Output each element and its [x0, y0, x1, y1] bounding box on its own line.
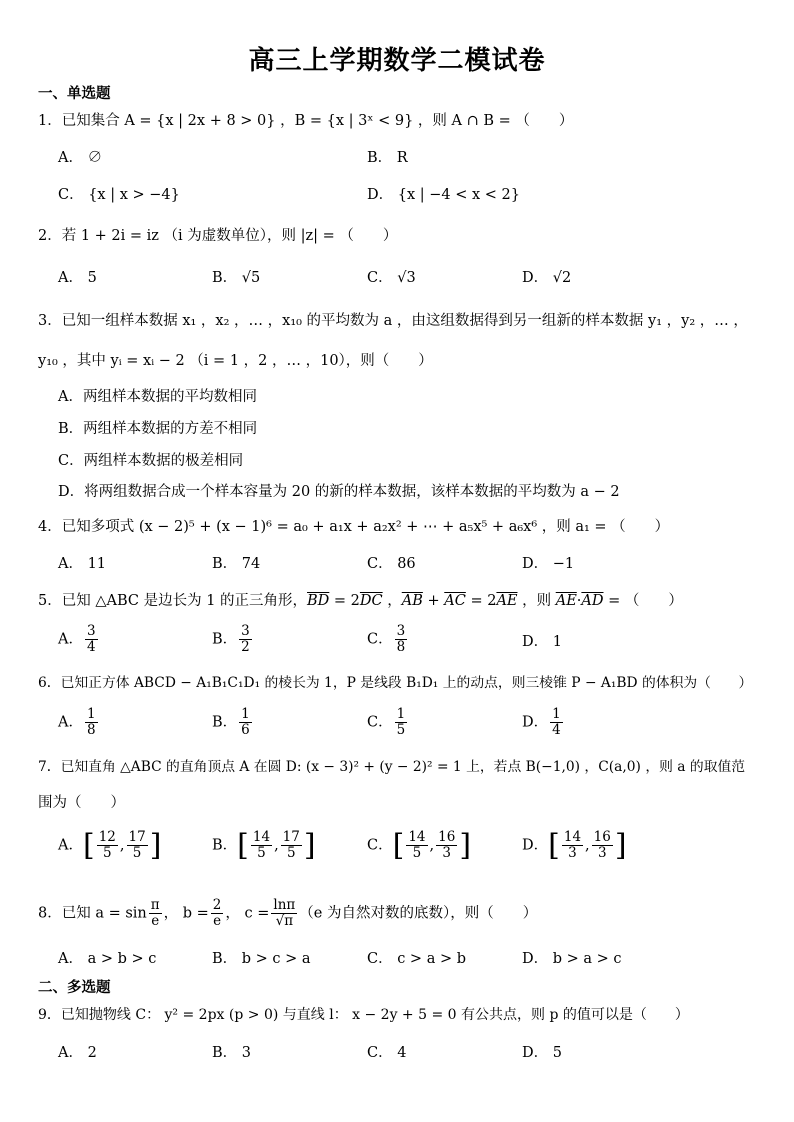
- q8-option-c: C． c > a > b: [367, 951, 466, 967]
- q5-stem: 5．已知 △ABC 是边长为 1 的正三角形，: [38, 593, 308, 609]
- q7-option-a: A．[ $\frac{12}{5}$ , $\frac{17}{5}$ ]: [58, 827, 162, 863]
- q9-option-d: D． 5: [522, 1045, 562, 1061]
- question-3-line2: y₁₀ ，其中 yᵢ = xᵢ − 2 （i = 1 ，2 ，… ，10），则（ ）: [38, 353, 433, 369]
- q5-vector-expression: $\overline{BD} = 2\overline{DC}$ ，$\overline{AB} + \overline{AC} = 2\overline{AE}$ ，则 $\overline{AE}\cdot\overline{AD}$: [307, 593, 604, 609]
- q7-option-b: B．[ $\frac{14}{5}$ , $\frac{17}{5}$ ]: [212, 827, 316, 863]
- q9-option-c: C． 4: [367, 1045, 407, 1061]
- question-7-line2: 围为（ ）: [38, 795, 125, 811]
- q6-option-c: C． $\frac{1}{5}$: [367, 706, 406, 738]
- question-1: 1．已知集合 A = {x | 2x + 8 > 0} ，B = {x | 3ˣ < 9} ，则 A ∩ B = （ ）: [38, 113, 574, 129]
- q4-option-b: B． 74: [212, 556, 261, 572]
- q3-option-c: C．两组样本数据的极差相同: [58, 453, 244, 469]
- q3-option-b: B．两组样本数据的方差不相同: [58, 421, 258, 437]
- page-title: 高三上学期数学二模试卷: [248, 46, 546, 76]
- q6-option-d: D． $\frac{1}{4}$: [522, 706, 561, 738]
- q9-option-a: A． 2: [58, 1045, 97, 1061]
- q5-option-a: A． $\frac{3}{4}$: [58, 623, 96, 655]
- q2-option-c: C． √3: [367, 270, 416, 286]
- q8-option-d: D． b > a > c: [522, 951, 622, 967]
- q1-option-d: D． {x | −4 < x < 2}: [367, 187, 520, 203]
- q5-option-d: D． 1: [522, 634, 562, 650]
- question-6: 6．已知正方体 ABCD − A₁B₁C₁D₁ 的棱长为 1，P 是线段 B₁D₁ 上的动点，则三棱锥 P − A₁BD 的体积为（ ）: [38, 675, 753, 691]
- q5-option-c: C． $\frac{3}{8}$: [367, 623, 406, 655]
- question-8: 8．已知 a = sin $\frac{\pi}{e}$ ， b = $\frac{2}{e}$ ， c = $\frac{\ln\pi}{√\pi}$ （e 为自然对数的底数），则（ ）: [38, 897, 538, 929]
- q5-stem-end: = （ ）: [603, 593, 683, 609]
- question-2: 2．若 1 + 2i = iz （i 为虚数单位），则 |z| = （ ）: [38, 228, 398, 244]
- section-single-choice: 一、单选题: [38, 86, 111, 102]
- q7-option-d: D．[ $\frac{14}{3}$ , $\frac{16}{3}$ ]: [522, 827, 627, 863]
- q9-option-b: B． 3: [212, 1045, 251, 1061]
- q2-option-a: A． 5: [58, 270, 97, 286]
- q8-option-a: A． a > b > c: [58, 951, 157, 967]
- q6-option-b: B． $\frac{1}{6}$: [212, 706, 250, 738]
- question-3-line1: 3．已知一组样本数据 x₁ ，x₂ ，… ，x₁₀ 的平均数为 a ，由这组数据得到另一组新的样本数据 y₁ ，y₂ ，… ，: [38, 313, 748, 329]
- q7-option-c: C．[ $\frac{14}{5}$ , $\frac{16}{3}$ ]: [367, 827, 472, 863]
- q8-option-b: B． b > c > a: [212, 951, 311, 967]
- q3-option-a: A．两组样本数据的平均数相同: [58, 389, 257, 405]
- q5-option-b: B． $\frac{3}{2}$: [212, 623, 250, 655]
- q4-option-a: A． 11: [58, 556, 107, 572]
- q1-option-c: C． {x | x > −4}: [58, 187, 180, 203]
- q2-option-b: B． √5: [212, 270, 261, 286]
- q4-option-d: D． −1: [522, 556, 575, 572]
- q1-option-a: A． ∅: [58, 150, 103, 166]
- question-9: 9．已知抛物线 C： y² = 2px (p > 0) 与直线 l： x − 2y + 5 = 0 有公共点，则 p 的值可以是（ ）: [38, 1007, 689, 1023]
- q6-option-a: A． $\frac{1}{8}$: [58, 706, 96, 738]
- section-multi-choice: 二、多选题: [38, 980, 111, 996]
- q1-option-b: B． R: [367, 150, 408, 166]
- question-5: [38, 590, 758, 612]
- q4-option-c: C． 86: [367, 556, 416, 572]
- question-7-line1: 7．已知直角 △ABC 的直角顶点 A 在圆 D: (x − 3)² + (y − 2)² = 1 上，若点 B(−1,0) ，C(a,0) ，则 a 的取值范: [38, 759, 746, 775]
- q3-option-d: D．将两组数据合成一个样本容量为 20 的新的样本数据，该样本数据的平均数为 a − 2: [58, 484, 620, 500]
- q2-option-d: D． √2: [522, 270, 572, 286]
- question-4: 4．已知多项式 (x − 2)⁵ + (x − 1)⁶ = a₀ + a₁x + a₂x² + ⋯ + a₅x⁵ + a₆x⁶ ，则 a₁ = （ ）: [38, 519, 670, 535]
